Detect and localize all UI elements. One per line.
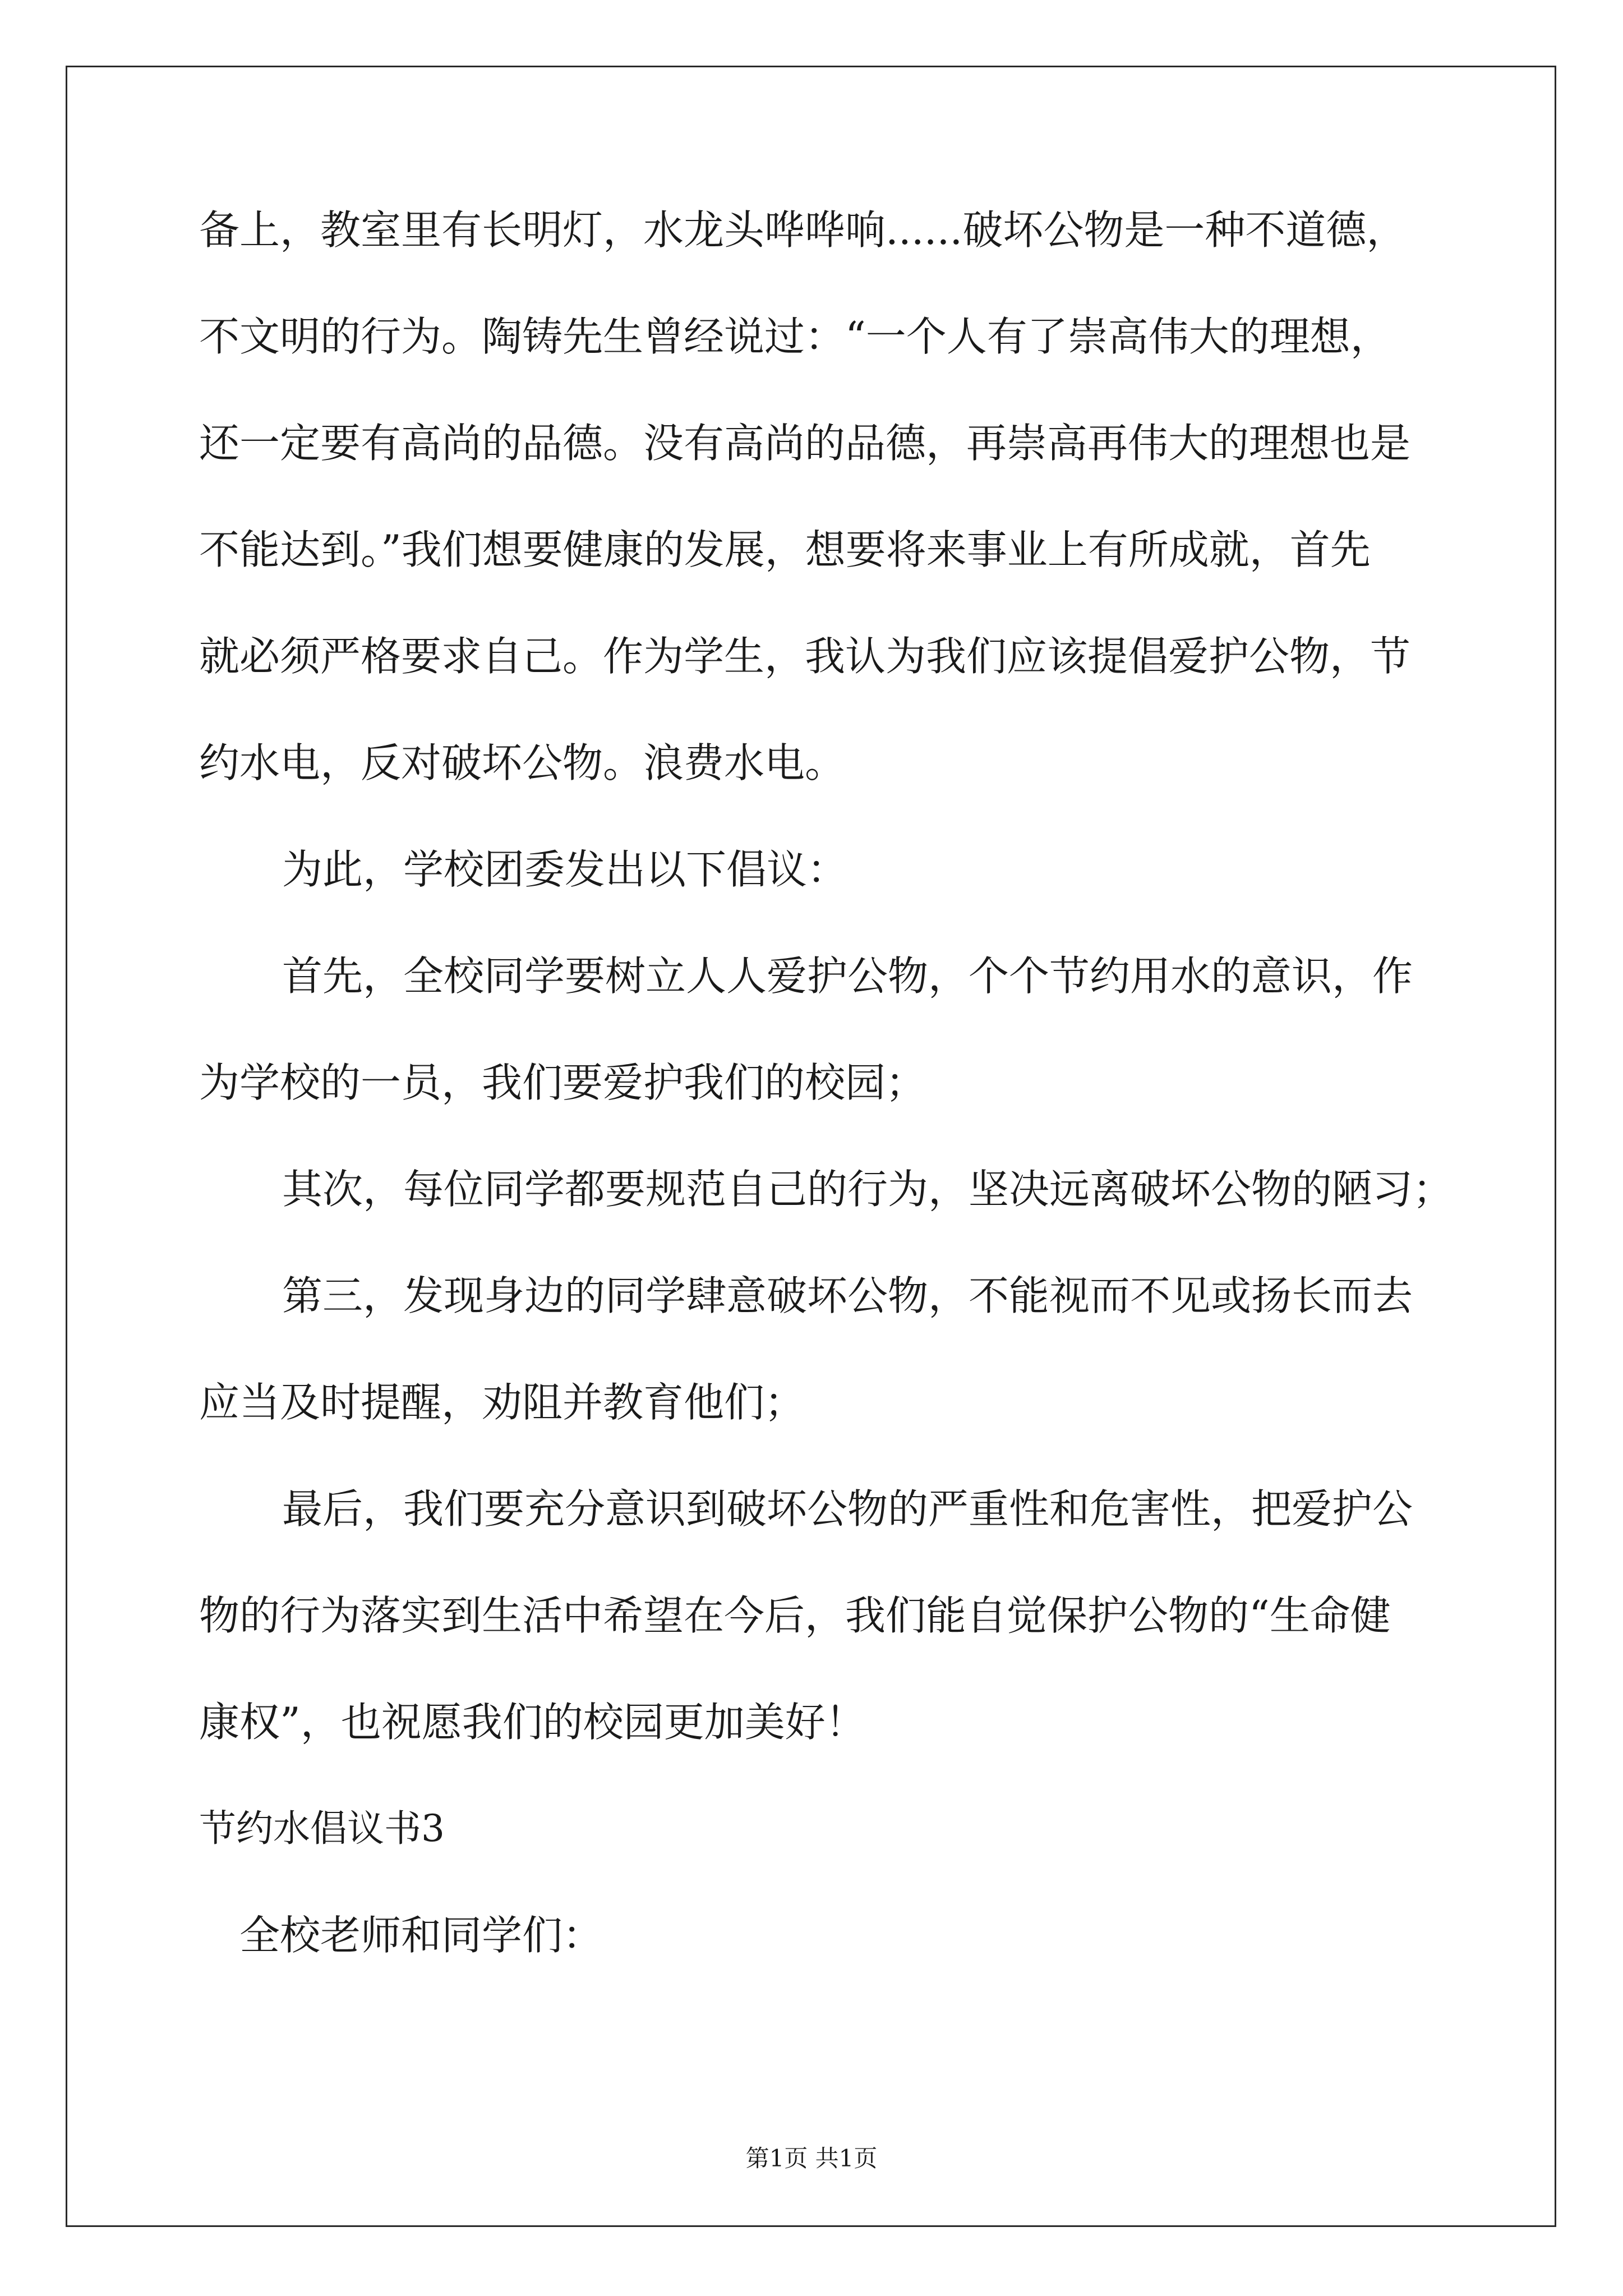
- paragraph-line: 最后，我们要充分意识到破坏公物的严重性和危害性，把爱护公: [282, 1485, 1413, 1533]
- paragraph-line: 还一定要有高尚的品德。没有高尚的品德，再崇高再伟大的理想也是: [199, 420, 1411, 467]
- paragraph-line: 康权”，也祝愿我们的校园更加美好！: [199, 1699, 866, 1746]
- section-heading: 节约水倡议书3: [199, 1807, 445, 1850]
- page-footer: 第1页 共1页: [745, 2145, 878, 2172]
- paragraph-line: 其次，每位同学都要规范自己的行为，坚决远离破坏公物的陋习；: [282, 1166, 1454, 1213]
- paragraph-line: 不能达到。”我们想要健康的发展，想要将来事业上有所成就，首先: [199, 526, 1371, 573]
- salutation-line: 全校老师和同学们：: [239, 1912, 603, 1959]
- paragraph-line: 为学校的一员，我们要爱护我们的校园；: [199, 1059, 926, 1106]
- paragraph-line: 首先，全校同学要树立人人爱护公物，个个节约用水的意识，作: [282, 953, 1413, 1000]
- paragraph-line: 约水电，反对破坏公物。浪费水电。: [199, 739, 846, 786]
- paragraph-line: 物的行为落实到生活中希望在今后，我们能自觉保护公物的“生命健: [199, 1592, 1391, 1639]
- paragraph-line: 备上，教室里有长明灯，水龙头哗哗响......破坏公物是一种不道德，: [199, 206, 1407, 254]
- page-border: [66, 66, 1556, 2227]
- paragraph-line: 不文明的行为。陶铸先生曾经说过：“一个人有了崇高伟大的理想，: [199, 313, 1391, 360]
- paragraph-line: 就必须严格要求自己。作为学生，我认为我们应该提倡爱护公物，节: [199, 633, 1411, 680]
- paragraph-line: 应当及时提醒，劝阻并教育他们；: [199, 1379, 805, 1426]
- paragraph-line: 第三，发现身边的同学肆意破坏公物，不能视而不见或扬长而去: [282, 1272, 1413, 1319]
- paragraph-line: 为此，学校团委发出以下倡议：: [282, 846, 848, 893]
